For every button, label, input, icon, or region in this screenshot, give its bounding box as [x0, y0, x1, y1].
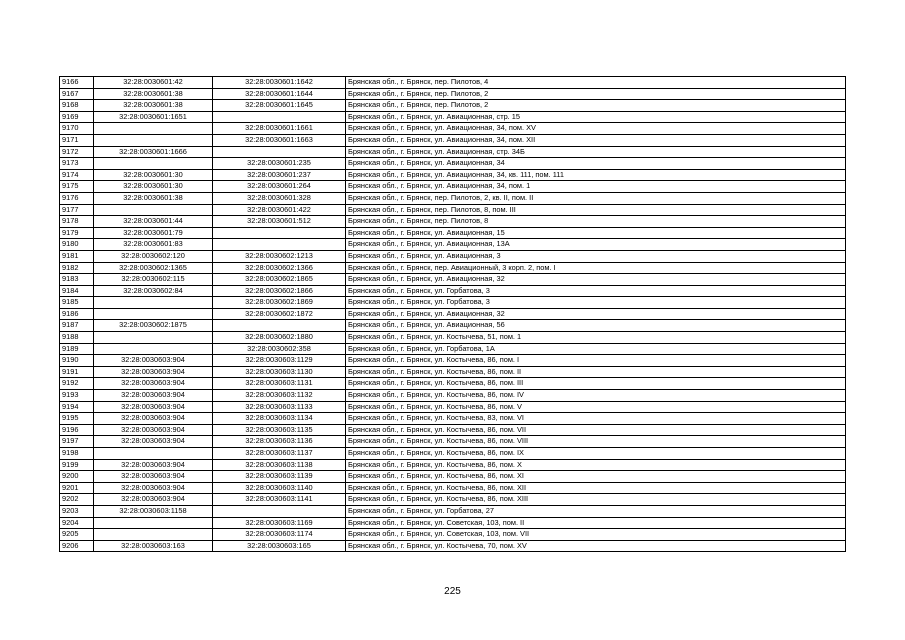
address-cell: Брянская обл., г. Брянск, ул. Авиационная, 13А: [346, 239, 846, 251]
row-number-cell: 9204: [60, 517, 94, 529]
object-cadastral-number-cell: 32:28:0030603:165: [213, 540, 346, 552]
object-cadastral-number-cell: 32:28:0030602:1872: [213, 308, 346, 320]
land-cadastral-number-cell: 32:28:0030603:904: [94, 494, 213, 506]
address-cell: Брянская обл., г. Брянск, ул. Костычева, 70, пом. XV: [346, 540, 846, 552]
address-cell: Брянская обл., г. Брянск, пер. Авиационный, 3 корп. 2, пом. I: [346, 262, 846, 274]
address-cell: Брянская обл., г. Брянск, ул. Костычева, 86, пом. I: [346, 355, 846, 367]
land-cadastral-number-cell: 32:28:0030602:1875: [94, 320, 213, 332]
row-number-cell: 9186: [60, 308, 94, 320]
object-cadastral-number-cell: 32:28:0030601:422: [213, 204, 346, 216]
address-cell: Брянская обл., г. Брянск, ул. Горбатова, 3: [346, 297, 846, 309]
table-row: [60, 424, 846, 436]
row-number-cell: 9185: [60, 297, 94, 309]
row-number-cell: 9201: [60, 482, 94, 494]
land-cadastral-number-cell: 32:28:0030603:904: [94, 413, 213, 425]
address-cell: Брянская обл., г. Брянск, ул. Костычева, 83, пом. VI: [346, 413, 846, 425]
table-row: [60, 262, 846, 274]
object-cadastral-number-cell: 32:28:0030602:1213: [213, 250, 346, 262]
table-row: [60, 297, 846, 309]
object-cadastral-number-cell: 32:28:0030603:1174: [213, 529, 346, 541]
object-cadastral-number-cell: 32:28:0030603:1133: [213, 401, 346, 413]
object-cadastral-number-cell: [213, 111, 346, 123]
land-cadastral-number-cell: 32:28:0030603:904: [94, 424, 213, 436]
object-cadastral-number-cell: 32:28:0030601:1645: [213, 100, 346, 112]
object-cadastral-number-cell: 32:28:0030601:1642: [213, 77, 346, 89]
land-cadastral-number-cell: 32:28:0030603:904: [94, 471, 213, 483]
object-cadastral-number-cell: 32:28:0030602:1366: [213, 262, 346, 274]
object-cadastral-number-cell: 32:28:0030602:1880: [213, 332, 346, 344]
table-row: [60, 146, 846, 158]
address-cell: Брянская обл., г. Брянск, ул. Костычева, 51, пом. 1: [346, 332, 846, 344]
table-row: [60, 436, 846, 448]
row-number-cell: 9200: [60, 471, 94, 483]
object-cadastral-number-cell: 32:28:0030603:1141: [213, 494, 346, 506]
table-row: [60, 413, 846, 425]
land-cadastral-number-cell: 32:28:0030601:1651: [94, 111, 213, 123]
land-cadastral-number-cell: [94, 448, 213, 460]
address-cell: Брянская обл., г. Брянск, ул. Авиационная, 32: [346, 308, 846, 320]
address-cell: Брянская обл., г. Брянск, пер. Пилотов, 2: [346, 88, 846, 100]
address-cell: Брянская обл., г. Брянск, ул. Горбатова, 3: [346, 285, 846, 297]
address-cell: Брянская обл., г. Брянск, ул. Авиационная, 34, пом. XII: [346, 134, 846, 146]
row-number-cell: 9171: [60, 134, 94, 146]
address-cell: Брянская обл., г. Брянск, ул. Авиационная, 34, пом. 1: [346, 181, 846, 193]
row-number-cell: 9182: [60, 262, 94, 274]
object-cadastral-number-cell: 32:28:0030601:1663: [213, 134, 346, 146]
land-cadastral-number-cell: 32:28:0030603:904: [94, 482, 213, 494]
land-cadastral-number-cell: 32:28:0030601:83: [94, 239, 213, 251]
table-row: [60, 320, 846, 332]
land-cadastral-number-cell: 32:28:0030602:1365: [94, 262, 213, 274]
land-cadastral-number-cell: 32:28:0030603:904: [94, 459, 213, 471]
table-row: [60, 181, 846, 193]
land-cadastral-number-cell: 32:28:0030601:38: [94, 100, 213, 112]
land-cadastral-number-cell: 32:28:0030601:38: [94, 192, 213, 204]
object-cadastral-number-cell: 32:28:0030601:512: [213, 216, 346, 228]
table-row: [60, 332, 846, 344]
object-cadastral-number-cell: 32:28:0030601:1644: [213, 88, 346, 100]
address-cell: Брянская обл., г. Брянск, пер. Пилотов, 4: [346, 77, 846, 89]
address-cell: Брянская обл., г. Брянск, ул. Горбатова, 1А: [346, 343, 846, 355]
table-row: [60, 192, 846, 204]
table-row: [60, 227, 846, 239]
row-number-cell: 9183: [60, 274, 94, 286]
registry-table-body: [60, 77, 846, 552]
row-number-cell: 9190: [60, 355, 94, 367]
land-cadastral-number-cell: 32:28:0030603:904: [94, 401, 213, 413]
address-cell: Брянская обл., г. Брянск, ул. Советская, 103, пом. II: [346, 517, 846, 529]
object-cadastral-number-cell: 32:28:0030601:237: [213, 169, 346, 181]
address-cell: Брянская обл., г. Брянск, ул. Авиационная, 15: [346, 227, 846, 239]
address-cell: Брянская обл., г. Брянск, ул. Костычева, 86, пом. IV: [346, 390, 846, 402]
row-number-cell: 9187: [60, 320, 94, 332]
address-cell: Брянская обл., г. Брянск, ул. Костычева, 86, пом. VIII: [346, 436, 846, 448]
table-row: [60, 448, 846, 460]
table-row: [60, 134, 846, 146]
row-number-cell: 9194: [60, 401, 94, 413]
land-cadastral-number-cell: 32:28:0030603:904: [94, 378, 213, 390]
table-row: [60, 308, 846, 320]
land-cadastral-number-cell: 32:28:0030602:115: [94, 274, 213, 286]
page-number: 225: [444, 586, 461, 597]
object-cadastral-number-cell: 32:28:0030601:235: [213, 158, 346, 170]
table-row: [60, 390, 846, 402]
table-row: [60, 123, 846, 135]
table-row: [60, 401, 846, 413]
address-cell: Брянская обл., г. Брянск, ул. Костычева, 86, пом. II: [346, 366, 846, 378]
table-row: [60, 494, 846, 506]
address-cell: Брянская обл., г. Брянск, ул. Авиационная, 34, кв. 111, пом. 111: [346, 169, 846, 181]
address-cell: Брянская обл., г. Брянск, ул. Костычева, 86, пом. XII: [346, 482, 846, 494]
address-cell: Брянская обл., г. Брянск, ул. Авиационная, 34, пом. XV: [346, 123, 846, 135]
land-cadastral-number-cell: [94, 297, 213, 309]
table-row: [60, 459, 846, 471]
object-cadastral-number-cell: [213, 320, 346, 332]
row-number-cell: 9166: [60, 77, 94, 89]
row-number-cell: 9193: [60, 390, 94, 402]
address-cell: Брянская обл., г. Брянск, ул. Авиационная, 56: [346, 320, 846, 332]
row-number-cell: 9178: [60, 216, 94, 228]
row-number-cell: 9176: [60, 192, 94, 204]
address-cell: Брянская обл., г. Брянск, ул. Костычева, 86, пом. X: [346, 459, 846, 471]
row-number-cell: 9180: [60, 239, 94, 251]
land-cadastral-number-cell: 32:28:0030603:163: [94, 540, 213, 552]
address-cell: Брянская обл., г. Брянск, ул. Авиационная, 32: [346, 274, 846, 286]
address-cell: Брянская обл., г. Брянск, ул. Советская, 103, пом. VII: [346, 529, 846, 541]
address-cell: Брянская обл., г. Брянск, пер. Пилотов, 2: [346, 100, 846, 112]
table-row: [60, 285, 846, 297]
land-cadastral-number-cell: [94, 517, 213, 529]
object-cadastral-number-cell: 32:28:0030602:1869: [213, 297, 346, 309]
object-cadastral-number-cell: 32:28:0030603:1136: [213, 436, 346, 448]
land-cadastral-number-cell: 32:28:0030603:904: [94, 390, 213, 402]
land-cadastral-number-cell: 32:28:0030601:30: [94, 181, 213, 193]
land-cadastral-number-cell: 32:28:0030603:904: [94, 355, 213, 367]
land-cadastral-number-cell: 32:28:0030601:79: [94, 227, 213, 239]
object-cadastral-number-cell: 32:28:0030601:328: [213, 192, 346, 204]
row-number-cell: 9188: [60, 332, 94, 344]
table-row: [60, 482, 846, 494]
row-number-cell: 9173: [60, 158, 94, 170]
address-cell: Брянская обл., г. Брянск, ул. Авиационная, 34: [346, 158, 846, 170]
land-cadastral-number-cell: 32:28:0030601:38: [94, 88, 213, 100]
row-number-cell: 9177: [60, 204, 94, 216]
address-cell: Брянская обл., г. Брянск, ул. Костычева, 86, пом. XIII: [346, 494, 846, 506]
object-cadastral-number-cell: 32:28:0030601:264: [213, 181, 346, 193]
row-number-cell: 9198: [60, 448, 94, 460]
land-cadastral-number-cell: 32:28:0030603:904: [94, 436, 213, 448]
address-cell: Брянская обл., г. Брянск, пер. Пилотов, 8: [346, 216, 846, 228]
address-cell: Брянская обл., г. Брянск, ул. Костычева, 86, пом. XI: [346, 471, 846, 483]
object-cadastral-number-cell: 32:28:0030603:1137: [213, 448, 346, 460]
address-cell: Брянская обл., г. Брянск, ул. Авиационная, 3: [346, 250, 846, 262]
row-number-cell: 9202: [60, 494, 94, 506]
table-row: [60, 343, 846, 355]
row-number-cell: 9167: [60, 88, 94, 100]
table-row: [60, 540, 846, 552]
object-cadastral-number-cell: 32:28:0030602:358: [213, 343, 346, 355]
land-cadastral-number-cell: 32:28:0030601:44: [94, 216, 213, 228]
object-cadastral-number-cell: [213, 146, 346, 158]
table-row: [60, 216, 846, 228]
table-row: [60, 88, 846, 100]
object-cadastral-number-cell: 32:28:0030602:1866: [213, 285, 346, 297]
table-row: [60, 77, 846, 89]
land-cadastral-number-cell: 32:28:0030601:30: [94, 169, 213, 181]
row-number-cell: 9192: [60, 378, 94, 390]
row-number-cell: 9205: [60, 529, 94, 541]
object-cadastral-number-cell: 32:28:0030603:1134: [213, 413, 346, 425]
land-cadastral-number-cell: 32:28:0030602:120: [94, 250, 213, 262]
row-number-cell: 9168: [60, 100, 94, 112]
row-number-cell: 9191: [60, 366, 94, 378]
row-number-cell: 9175: [60, 181, 94, 193]
row-number-cell: 9174: [60, 169, 94, 181]
table-row: [60, 250, 846, 262]
table-row: [60, 158, 846, 170]
row-number-cell: 9184: [60, 285, 94, 297]
address-cell: Брянская обл., г. Брянск, ул. Авиационная, стр. 15: [346, 111, 846, 123]
land-cadastral-number-cell: 32:28:0030601:1666: [94, 146, 213, 158]
land-cadastral-number-cell: [94, 343, 213, 355]
row-number-cell: 9181: [60, 250, 94, 262]
object-cadastral-number-cell: 32:28:0030603:1129: [213, 355, 346, 367]
land-cadastral-number-cell: [94, 308, 213, 320]
object-cadastral-number-cell: 32:28:0030601:1661: [213, 123, 346, 135]
address-cell: Брянская обл., г. Брянск, пер. Пилотов, 8, пом. III: [346, 204, 846, 216]
table-row: [60, 169, 846, 181]
land-cadastral-number-cell: [94, 204, 213, 216]
land-cadastral-number-cell: [94, 123, 213, 135]
table-row: [60, 355, 846, 367]
row-number-cell: 9199: [60, 459, 94, 471]
address-cell: Брянская обл., г. Брянск, ул. Костычева, 86, пом. IX: [346, 448, 846, 460]
address-cell: Брянская обл., г. Брянск, ул. Горбатова, 27: [346, 505, 846, 517]
object-cadastral-number-cell: 32:28:0030603:1131: [213, 378, 346, 390]
land-cadastral-number-cell: 32:28:0030601:42: [94, 77, 213, 89]
object-cadastral-number-cell: [213, 239, 346, 251]
table-row: [60, 100, 846, 112]
address-cell: Брянская обл., г. Брянск, ул. Костычева, 86, пом. V: [346, 401, 846, 413]
table-row: [60, 204, 846, 216]
row-number-cell: 9203: [60, 505, 94, 517]
object-cadastral-number-cell: 32:28:0030603:1138: [213, 459, 346, 471]
land-cadastral-number-cell: 32:28:0030602:84: [94, 285, 213, 297]
object-cadastral-number-cell: 32:28:0030603:1132: [213, 390, 346, 402]
object-cadastral-number-cell: 32:28:0030603:1169: [213, 517, 346, 529]
object-cadastral-number-cell: 32:28:0030603:1139: [213, 471, 346, 483]
table-row: [60, 366, 846, 378]
table-row: [60, 471, 846, 483]
row-number-cell: 9170: [60, 123, 94, 135]
object-cadastral-number-cell: 32:28:0030603:1140: [213, 482, 346, 494]
land-cadastral-number-cell: 32:28:0030603:904: [94, 366, 213, 378]
table-row: [60, 111, 846, 123]
table-row: [60, 239, 846, 251]
address-cell: Брянская обл., г. Брянск, ул. Костычева, 86, пом. III: [346, 378, 846, 390]
object-cadastral-number-cell: 32:28:0030603:1130: [213, 366, 346, 378]
land-cadastral-number-cell: [94, 529, 213, 541]
address-cell: Брянская обл., г. Брянск, пер. Пилотов, 2, кв. II, пом. II: [346, 192, 846, 204]
object-cadastral-number-cell: [213, 505, 346, 517]
row-number-cell: 9196: [60, 424, 94, 436]
registry-table: [59, 76, 846, 552]
address-cell: Брянская обл., г. Брянск, ул. Авиационная, стр. 34Б: [346, 146, 846, 158]
row-number-cell: 9179: [60, 227, 94, 239]
object-cadastral-number-cell: [213, 227, 346, 239]
row-number-cell: 9189: [60, 343, 94, 355]
row-number-cell: 9197: [60, 436, 94, 448]
land-cadastral-number-cell: [94, 332, 213, 344]
object-cadastral-number-cell: 32:28:0030603:1135: [213, 424, 346, 436]
address-cell: Брянская обл., г. Брянск, ул. Костычева, 86, пом. VII: [346, 424, 846, 436]
table-row: [60, 378, 846, 390]
object-cadastral-number-cell: 32:28:0030602:1865: [213, 274, 346, 286]
row-number-cell: 9206: [60, 540, 94, 552]
row-number-cell: 9169: [60, 111, 94, 123]
row-number-cell: 9172: [60, 146, 94, 158]
row-number-cell: 9195: [60, 413, 94, 425]
table-row: [60, 529, 846, 541]
table-row: [60, 274, 846, 286]
land-cadastral-number-cell: 32:28:0030603:1158: [94, 505, 213, 517]
land-cadastral-number-cell: [94, 158, 213, 170]
table-row: [60, 517, 846, 529]
land-cadastral-number-cell: [94, 134, 213, 146]
table-row: [60, 505, 846, 517]
